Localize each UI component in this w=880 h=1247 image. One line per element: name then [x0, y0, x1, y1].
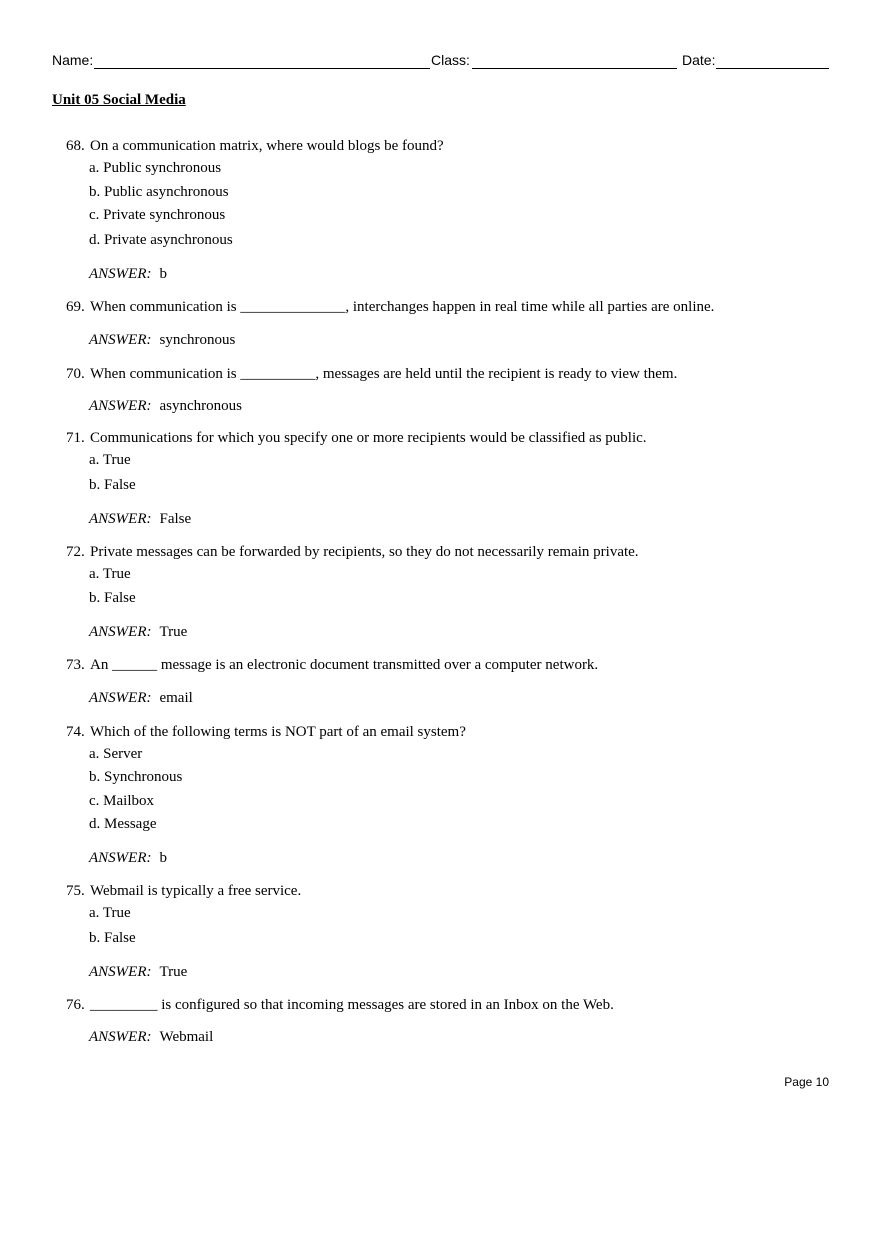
choice: a. True	[89, 566, 131, 582]
answer-label: ANSWER:	[89, 1029, 152, 1045]
answer-label: ANSWER:	[89, 266, 152, 282]
answer-value: asynchronous	[159, 398, 242, 414]
answer-value: Webmail	[159, 1029, 214, 1045]
choice: a. True	[89, 905, 131, 921]
question-text: On a communication matrix, where would blogs be found?	[90, 138, 444, 154]
answer-value: False	[159, 511, 192, 527]
answer-label: ANSWER:	[89, 511, 152, 527]
choice: b. Public asynchronous	[89, 184, 229, 200]
name-class-date-header	[52, 52, 829, 72]
question-74	[66, 724, 466, 741]
question-number: 75.	[66, 883, 85, 899]
question-73	[66, 657, 598, 674]
answer-label: ANSWER:	[89, 964, 152, 980]
answer-75	[89, 964, 187, 981]
page-number: Page 10	[784, 1075, 829, 1089]
answer-76	[89, 1029, 213, 1046]
question-text: When communication is ______________, interchanges happen in real time while all parties are online.	[90, 299, 715, 315]
unit-title: Unit 05 Social Media	[52, 92, 186, 108]
answer-71	[89, 511, 191, 528]
question-text: _________ is configured so that incoming messages are stored in an Inbox on the Web.	[90, 997, 614, 1013]
choice: d. Private asynchronous	[89, 232, 233, 248]
name-blank-line[interactable]	[94, 68, 430, 69]
answer-value: True	[159, 964, 188, 980]
choice: b. Synchronous	[89, 769, 183, 785]
choice: b. False	[89, 930, 136, 946]
answer-label: ANSWER:	[89, 398, 152, 414]
answer-value: email	[159, 690, 193, 706]
question-76	[66, 997, 614, 1014]
choice: c. Private synchronous	[89, 207, 226, 223]
date-label: Date:	[682, 52, 716, 68]
answer-label: ANSWER:	[89, 690, 152, 706]
answer-74	[89, 850, 167, 867]
question-number: 76.	[66, 997, 85, 1013]
question-number: 74.	[66, 724, 85, 740]
answer-value: synchronous	[159, 332, 236, 348]
question-71	[66, 430, 647, 447]
question-number: 70.	[66, 366, 85, 382]
question-75	[66, 883, 301, 900]
class-blank-line[interactable]	[472, 68, 677, 69]
choice: b. False	[89, 590, 136, 606]
question-text: Private messages can be forwarded by recipients, so they do not necessarily remain private.	[90, 544, 639, 560]
choice: d. Message	[89, 816, 157, 832]
name-label: Name:	[52, 52, 94, 68]
answer-70	[89, 398, 242, 415]
answer-72	[89, 624, 187, 641]
question-number: 68.	[66, 138, 85, 154]
question-number: 71.	[66, 430, 85, 446]
date-blank-line[interactable]	[716, 68, 829, 69]
answer-69	[89, 332, 235, 349]
choice: a. Public synchronous	[89, 160, 222, 176]
question-text: Communications for which you specify one or more recipients would be classified as public.	[90, 430, 647, 446]
question-text: An ______ message is an electronic document transmitted over a computer network.	[90, 657, 599, 673]
answer-label: ANSWER:	[89, 850, 152, 866]
question-68	[66, 138, 444, 155]
question-number: 72.	[66, 544, 85, 560]
question-text: Which of the following terms is NOT part of an email system?	[90, 724, 466, 740]
answer-68	[89, 266, 167, 283]
answer-value: b	[159, 266, 167, 282]
question-69	[66, 299, 714, 316]
choice: a. Server	[89, 746, 143, 762]
choice: b. False	[89, 477, 136, 493]
answer-label: ANSWER:	[89, 624, 152, 640]
question-number: 69.	[66, 299, 85, 315]
question-text: When communication is __________, messages are held until the recipient is ready to view them.	[90, 366, 678, 382]
choice: c. Mailbox	[89, 793, 154, 809]
question-72	[66, 544, 639, 561]
question-text: Webmail is typically a free service.	[90, 883, 302, 899]
answer-value: True	[159, 624, 188, 640]
class-label: Class:	[431, 52, 470, 68]
choice: a. True	[89, 452, 131, 468]
answer-73	[89, 690, 193, 707]
question-number: 73.	[66, 657, 85, 673]
answer-value: b	[159, 850, 167, 866]
question-70	[66, 366, 677, 383]
answer-label: ANSWER:	[89, 332, 152, 348]
